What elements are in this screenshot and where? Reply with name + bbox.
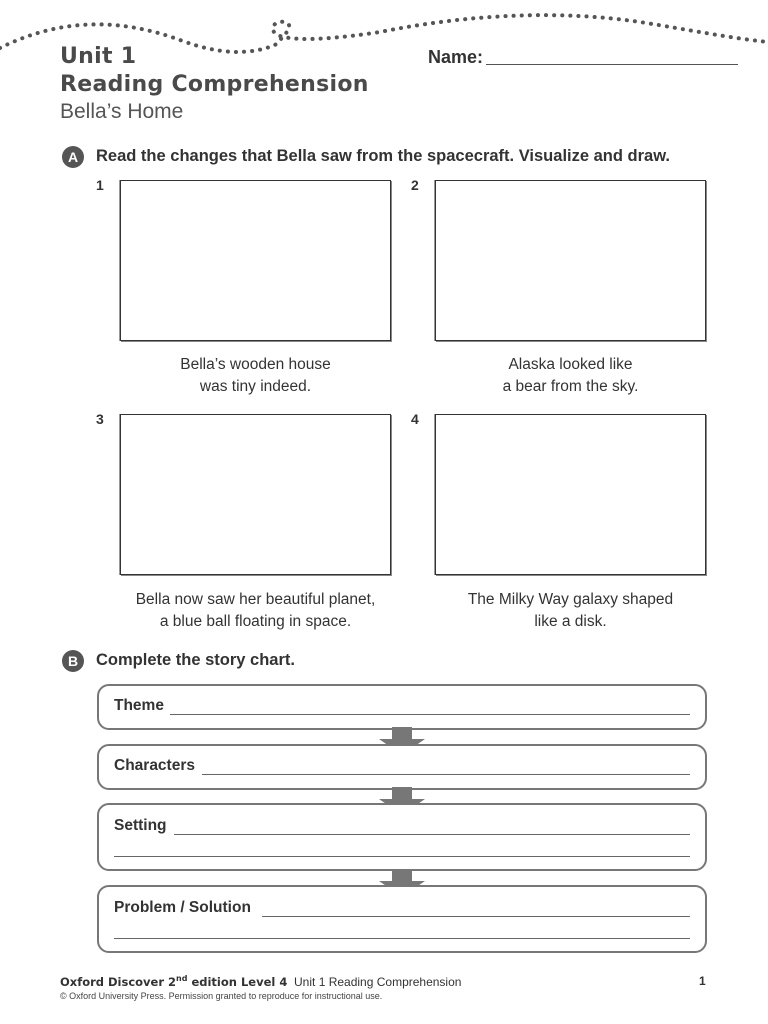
name-label: Name:: [428, 47, 484, 67]
panel-caption: [435, 354, 706, 398]
footer-unit-text: Unit 1 Reading Comprehension: [294, 974, 462, 989]
chart-label: Theme: [114, 697, 164, 714]
chart-label: Setting: [114, 817, 167, 834]
part-b-instruction: Complete the story chart.: [96, 651, 295, 669]
panel-number: 2: [411, 177, 419, 193]
caption-line: Alaska looked like: [508, 356, 633, 373]
panel-caption: [120, 354, 391, 398]
panel-number: 1: [96, 177, 104, 193]
page-subtitle: Bella’s Home: [60, 100, 184, 123]
caption-line: Bella’s wooden house: [180, 356, 331, 373]
caption-line: a bear from the sky.: [502, 378, 639, 395]
caption-line: like a disk.: [534, 613, 607, 630]
part-b-badge: B: [62, 650, 84, 672]
copyright-notice: © Oxford University Press. Permission granted to reproduce for instructional use.: [60, 991, 383, 1001]
story-chart-setting: [97, 803, 707, 871]
panel-caption: [425, 589, 716, 633]
footer-series-rest: edition Level 4: [187, 974, 288, 989]
part-a-instruction: Read the changes that Bella saw from the spacecraft. Visualize and draw.: [96, 147, 671, 165]
caption-line: Bella now saw her beautiful planet,: [135, 591, 376, 608]
drawing-box[interactable]: [435, 180, 706, 341]
story-chart-problem-solution: [97, 885, 707, 953]
panel-caption: [110, 589, 401, 633]
page-number: 1: [699, 974, 706, 988]
setting-answer-line[interactable]: [174, 834, 690, 835]
unit-title: Unit 1: [60, 44, 137, 69]
drawing-box[interactable]: [120, 414, 391, 575]
problem-solution-answer-line[interactable]: [262, 916, 690, 917]
chart-label: Characters: [114, 757, 195, 774]
problem-solution-answer-line[interactable]: [114, 938, 690, 939]
panel-number: 4: [411, 411, 419, 427]
section-title: Reading Comprehension: [60, 72, 369, 97]
part-a-badge: A: [62, 146, 84, 168]
caption-line: a blue ball floating in space.: [159, 613, 352, 630]
footer-series: Oxford Discover 2: [60, 974, 177, 989]
characters-answer-line[interactable]: [202, 774, 690, 775]
caption-line: The Milky Way galaxy shaped: [467, 591, 674, 608]
caption-line: was tiny indeed.: [199, 378, 312, 395]
footer-series-sup: nd: [176, 974, 188, 983]
setting-answer-line[interactable]: [114, 856, 690, 857]
panel-number: 3: [96, 411, 104, 427]
name-field[interactable]: [486, 64, 738, 65]
drawing-box[interactable]: [435, 414, 706, 575]
story-chart-theme: [97, 684, 707, 730]
footer-credit: [60, 974, 461, 989]
chart-label: Problem / Solution: [114, 899, 251, 916]
drawing-box[interactable]: [120, 180, 391, 341]
theme-answer-line[interactable]: [170, 714, 690, 715]
